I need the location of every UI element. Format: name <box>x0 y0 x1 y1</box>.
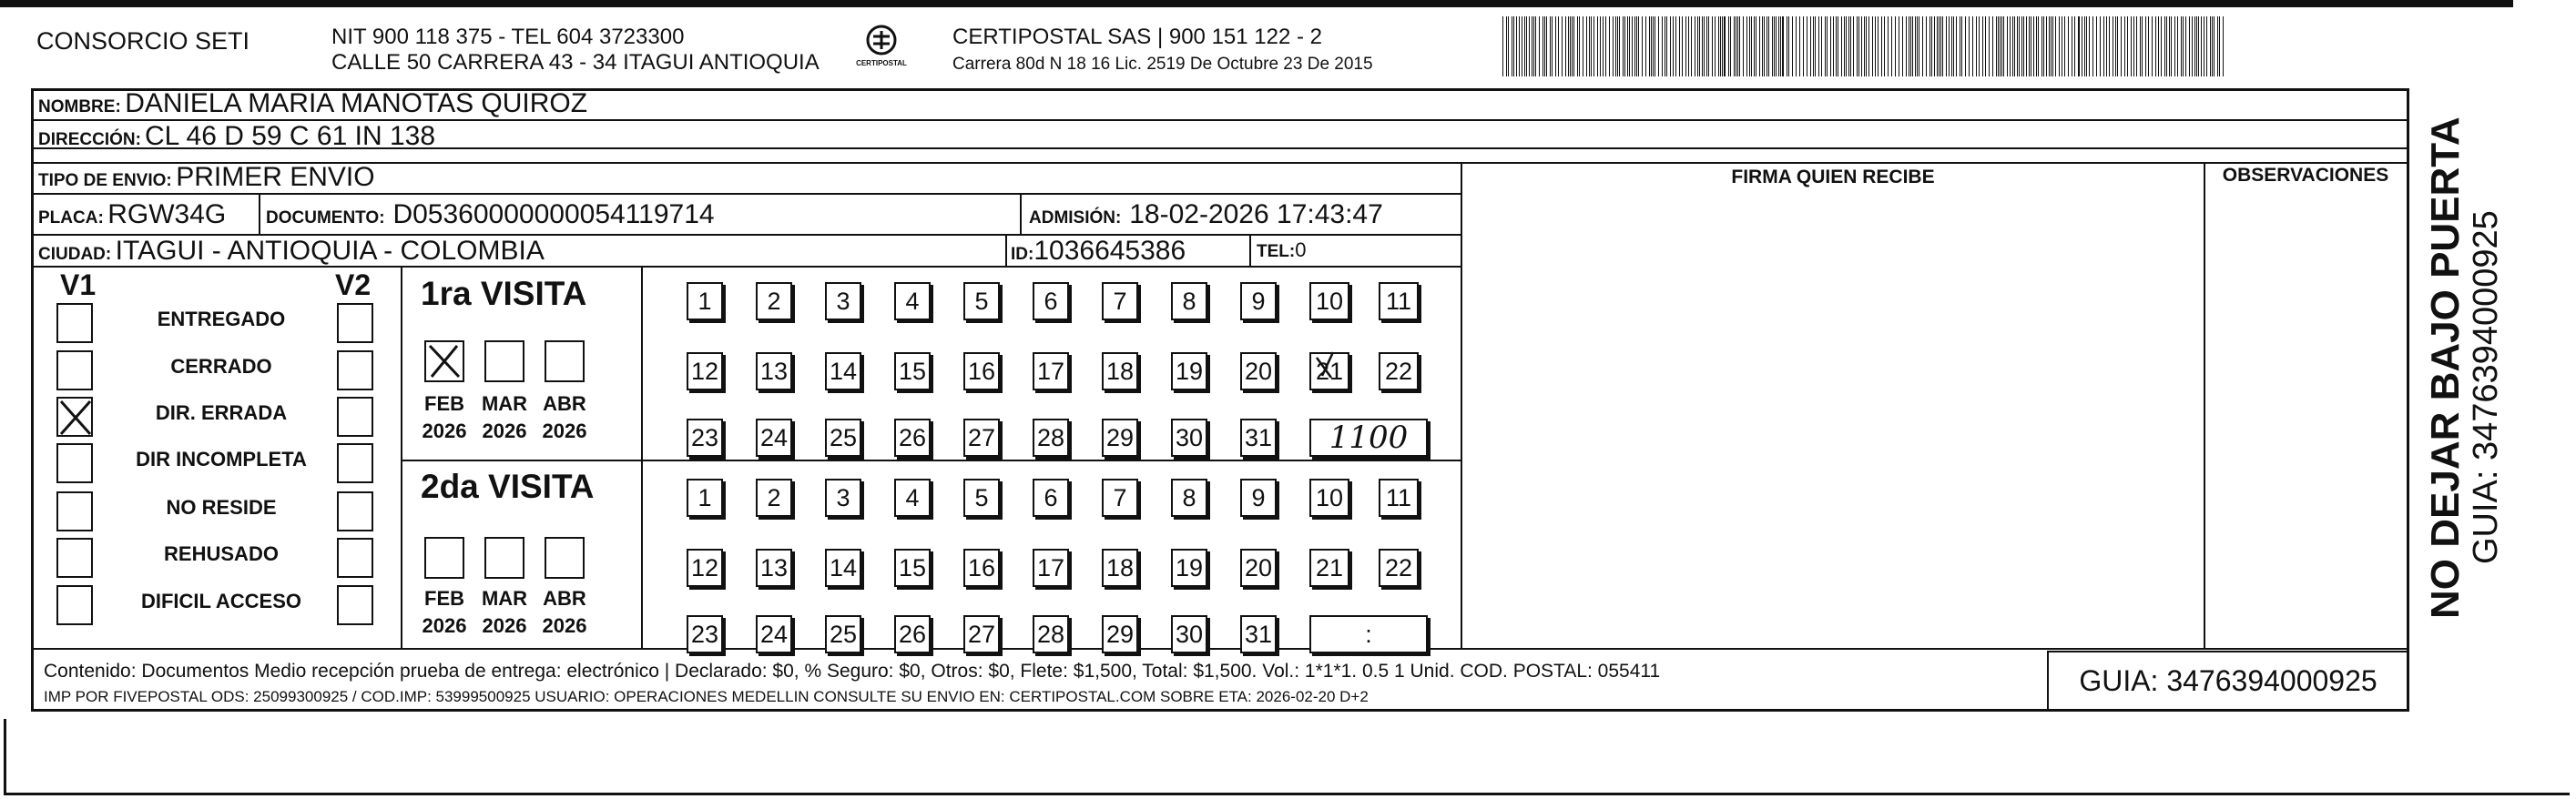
v1-checkbox[interactable] <box>56 397 93 437</box>
second-visit-day[interactable]: 23 <box>687 615 723 653</box>
first-visit-day[interactable]: 30 <box>1171 419 1207 457</box>
nombre-field: NOMBRE: DANIELA MARIA MANOTAS QUIROZ <box>38 88 588 118</box>
second-visit-day[interactable]: 12 <box>687 549 723 587</box>
first-visit-day[interactable]: 29 <box>1102 419 1138 457</box>
second-visit-day[interactable]: 9 <box>1240 479 1277 517</box>
second-visit-year-label: 2026 <box>422 614 467 637</box>
second-visit-day[interactable]: 14 <box>825 549 861 587</box>
first-visit-day[interactable]: 25 <box>825 419 861 457</box>
ciudad-field: CIUDAD: ITAGUI - ANTIOQUIA - COLOMBIA <box>38 236 545 266</box>
second-visit-day[interactable]: 17 <box>1033 549 1069 587</box>
second-visit-year-label: 2026 <box>482 614 527 637</box>
first-visit-day[interactable]: 4 <box>894 282 931 320</box>
first-visit-year-label: 2026 <box>542 420 587 442</box>
documento-field: DOCUMENTO: D05360000000054119714 <box>266 199 715 229</box>
second-visit-day[interactable]: 2 <box>756 479 792 517</box>
first-visit-day[interactable]: 17 <box>1033 352 1069 390</box>
v1-header: V1 <box>60 268 97 301</box>
v2-checkbox[interactable] <box>337 585 373 625</box>
first-visit-day[interactable]: 6 <box>1033 282 1069 320</box>
first-visit-day[interactable]: 13 <box>756 352 792 390</box>
second-visit-day[interactable]: 10 <box>1309 479 1349 517</box>
v1-checkbox[interactable] <box>56 585 93 625</box>
first-visit-day[interactable]: 12 <box>687 352 723 390</box>
second-visit-day[interactable]: 21 <box>1309 549 1349 587</box>
tipo-envio-field: TIPO DE ENVIO: PRIMER ENVIO <box>38 162 375 192</box>
v1-checkbox[interactable] <box>56 350 93 390</box>
guia-box: GUIA: 3476394000925 <box>2047 651 2409 712</box>
first-visit-day[interactable]: 11 <box>1379 282 1419 320</box>
first-visit-month-label: FEB <box>424 392 464 415</box>
top-rule <box>0 0 2513 7</box>
first-visit-day[interactable]: 8 <box>1171 282 1207 320</box>
second-visit-day[interactable]: 18 <box>1102 549 1138 587</box>
address-line: CALLE 50 CARRERA 43 - 34 ITAGUI ANTIOQUIA <box>331 50 820 75</box>
second-visit-title: 2da VISITA <box>421 468 595 505</box>
second-visit-day[interactable]: 31 <box>1240 615 1277 653</box>
status-label: NO RESIDE <box>166 496 277 519</box>
second-visit-year-label: 2026 <box>542 614 587 637</box>
second-visit-day[interactable]: 30 <box>1171 615 1207 653</box>
second-visit-day[interactable]: 3 <box>825 479 861 517</box>
second-visit-day[interactable]: 28 <box>1033 615 1069 653</box>
first-visit-day[interactable]: 15 <box>894 352 931 390</box>
contenido-line: Contenido: Documentos Medio recepción prueba de entrega: electrónico | Declarado: $0, % Seguro: $0, Otros: $0, Flete: $1,500, Total: $1,500. Vol.: 1*1*1. 0.5 1 Unid. COD. POSTAL: 055411 <box>44 661 1661 682</box>
first-visit-year-label: 2026 <box>422 420 467 442</box>
first-visit-day[interactable]: 1 <box>687 282 723 320</box>
status-label: ENTREGADO <box>157 308 286 330</box>
second-visit-day[interactable]: 20 <box>1240 549 1277 587</box>
first-visit-day[interactable]: 16 <box>963 352 1000 390</box>
v1-checkbox[interactable] <box>56 491 93 531</box>
v1-checkbox[interactable] <box>56 443 93 483</box>
side-notice: NO DEJAR BAJO PUERTA GUIA: 3476394000925 <box>2423 116 2505 619</box>
first-visit-day[interactable]: 20 <box>1240 352 1277 390</box>
v2-checkbox[interactable] <box>337 350 373 390</box>
v1-checkbox[interactable] <box>56 303 93 343</box>
second-visit-day[interactable]: 7 <box>1102 479 1138 517</box>
second-visit-month-checkbox[interactable] <box>484 537 524 579</box>
tel-field: TEL:0 <box>1257 238 1307 261</box>
second-visit-day[interactable]: 6 <box>1033 479 1069 517</box>
id-field: ID:1036645386 <box>1011 236 1186 266</box>
first-visit-month-label: ABR <box>543 392 586 415</box>
observaciones-header: OBSERVACIONES <box>2222 165 2389 186</box>
v2-checkbox[interactable] <box>337 491 373 531</box>
first-visit-day[interactable]: 2 <box>756 282 792 320</box>
first-visit-title: 1ra VISITA <box>421 275 587 312</box>
status-label: REHUSADO <box>164 542 279 565</box>
v1-checkbox[interactable] <box>56 538 93 578</box>
status-label: CERRADO <box>170 355 272 378</box>
first-visit-day[interactable]: 14 <box>825 352 861 390</box>
status-label: DIR INCOMPLETA <box>136 448 307 470</box>
direccion-field: DIRECCIÓN: CL 46 D 59 C 61 IN 138 <box>38 121 436 151</box>
first-visit-day[interactable]: 23 <box>687 419 723 457</box>
second-visit-day[interactable]: 4 <box>894 479 931 517</box>
barcode <box>1501 16 2229 76</box>
first-visit-month-label: MAR <box>481 392 528 415</box>
first-visit-day[interactable]: 24 <box>756 419 792 457</box>
second-visit-day[interactable]: 13 <box>756 549 792 587</box>
second-visit-day[interactable]: 15 <box>894 549 931 587</box>
placa-field: PLACA: RGW34G <box>38 199 227 229</box>
second-visit-month-label: MAR <box>481 587 528 610</box>
outer-bottom-frame <box>4 719 2570 795</box>
second-visit-day[interactable]: 8 <box>1171 479 1207 517</box>
v2-checkbox[interactable] <box>337 303 373 343</box>
second-visit-month-label: FEB <box>424 587 464 610</box>
first-visit-day[interactable]: 27 <box>963 419 1000 457</box>
second-visit-day[interactable]: 11 <box>1379 479 1419 517</box>
first-visit-month-checkbox[interactable] <box>545 340 585 382</box>
second-visit-month-checkbox[interactable] <box>424 537 464 579</box>
nit-line: NIT 900 118 375 - TEL 604 3723300 <box>331 25 685 49</box>
second-visit-month-label: ABR <box>543 587 586 610</box>
certipostal-logo: CERTIPOSTAL <box>854 24 909 78</box>
second-visit-day[interactable]: 24 <box>756 615 792 653</box>
second-visit-day[interactable]: 26 <box>894 615 931 653</box>
v2-checkbox[interactable] <box>337 397 373 437</box>
carrier-line: CERTIPOSTAL SAS | 900 151 122 - 2 <box>952 25 1322 49</box>
second-visit-day[interactable]: 19 <box>1171 549 1207 587</box>
second-visit-day[interactable]: 25 <box>825 615 861 653</box>
second-visit-day[interactable]: 1 <box>687 479 723 517</box>
status-label: DIFICIL ACCESO <box>140 590 301 612</box>
first-visit-day[interactable]: 19 <box>1171 352 1207 390</box>
license-line: Carrera 80d N 18 16 Lic. 2519 De Octubre 23 De 2015 <box>952 55 1373 74</box>
status-label: DIR. ERRADA <box>155 401 288 424</box>
first-visit-day[interactable]: 21 <box>1309 352 1349 390</box>
company-name: CONSORCIO SETI <box>36 27 250 55</box>
first-visit-month-checkbox[interactable] <box>484 340 524 382</box>
second-visit-day[interactable]: 27 <box>963 615 1000 653</box>
first-visit-day[interactable]: 10 <box>1309 282 1349 320</box>
first-visit-time-box[interactable]: 1100 <box>1309 419 1428 457</box>
firma-header: FIRMA QUIEN RECIBE <box>1731 167 1935 187</box>
imp-line: IMP POR FIVEPOSTAL ODS: 25099300925 / COD.IMP: 53999500925 USUARIO: OPERACIONES MEDELLIN CONSULTE SU ENVIO EN: CERTIPOSTAL.COM SOBRE ETA: 2026-02-20 D+2 <box>44 688 1369 705</box>
second-visit-day[interactable]: 29 <box>1102 615 1138 653</box>
v2-checkbox[interactable] <box>337 538 373 578</box>
first-visit-day[interactable]: 7 <box>1102 282 1138 320</box>
first-visit-day[interactable]: 5 <box>963 282 1000 320</box>
second-visit-month-checkbox[interactable] <box>545 537 585 579</box>
first-visit-day[interactable]: 3 <box>825 282 861 320</box>
first-visit-year-label: 2026 <box>482 420 527 442</box>
first-visit-day[interactable]: 28 <box>1033 419 1069 457</box>
second-visit-time-box[interactable]: : <box>1309 615 1428 653</box>
first-visit-day[interactable]: 22 <box>1379 352 1419 390</box>
v2-header: V2 <box>335 268 372 301</box>
first-visit-day[interactable]: 26 <box>894 419 931 457</box>
first-visit-day[interactable]: 9 <box>1240 282 1277 320</box>
second-visit-day[interactable]: 22 <box>1379 549 1419 587</box>
second-visit-day[interactable]: 5 <box>963 479 1000 517</box>
first-visit-day[interactable]: 31 <box>1240 419 1277 457</box>
first-visit-day[interactable]: 18 <box>1102 352 1138 390</box>
first-visit-month-checkbox[interactable] <box>424 340 464 382</box>
second-visit-day[interactable]: 16 <box>963 549 1000 587</box>
v2-checkbox[interactable] <box>337 443 373 483</box>
admision-field: ADMISIÓN: 18-02-2026 17:43:47 <box>1029 199 1383 229</box>
